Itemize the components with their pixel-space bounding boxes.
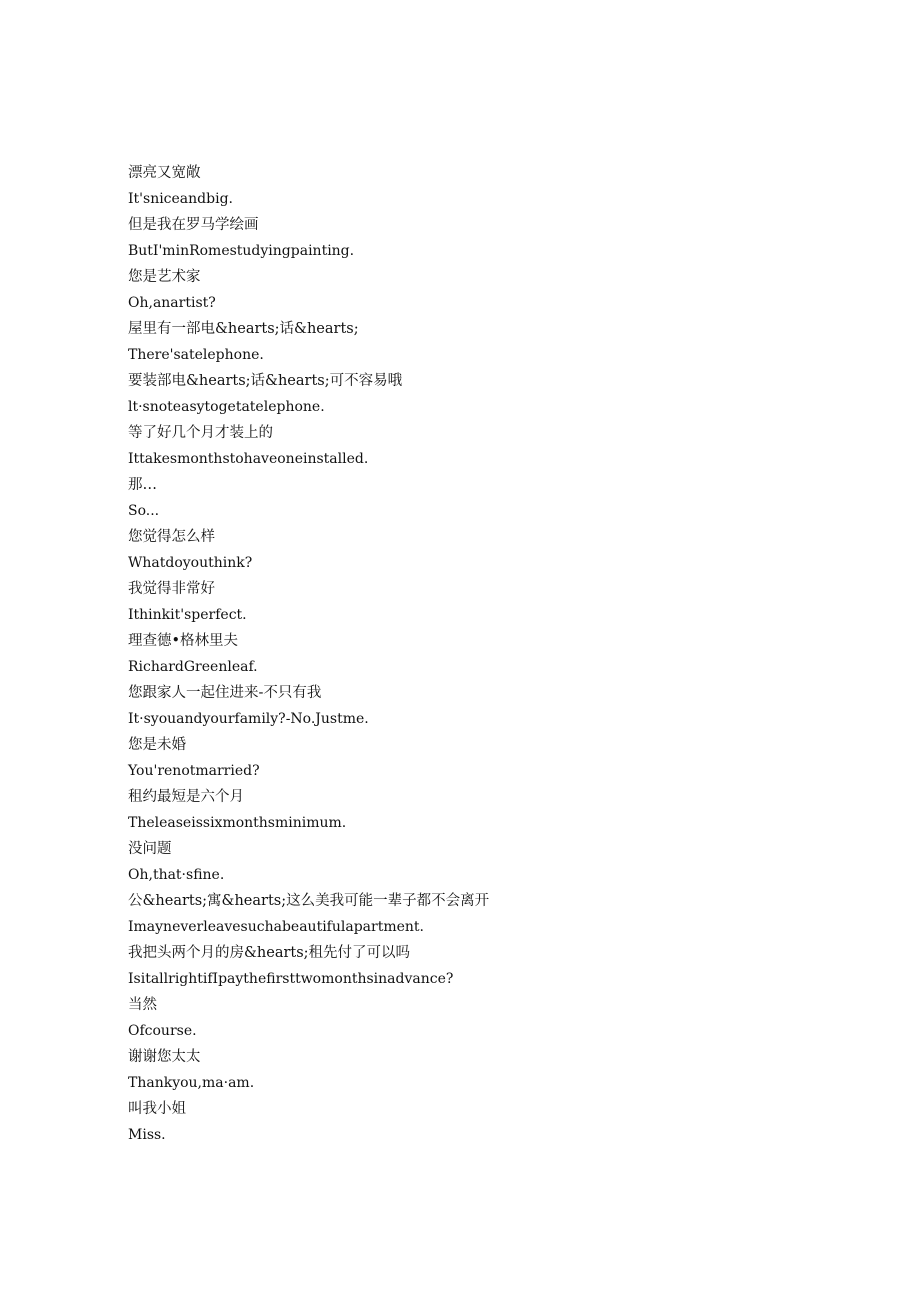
line-zh-11: 您跟家人一起住进来-不只有我 xyxy=(128,685,322,701)
line-zh-19: 叫我小姐 xyxy=(128,1101,186,1117)
line-zh-17: 当然 xyxy=(128,997,157,1013)
line-en-08: Whatdoyouthink? xyxy=(128,555,253,571)
line-en-12: You'renotmarried? xyxy=(128,763,260,779)
line-zh-15: 公&hearts;寓&hearts;这么美我可能一辈子都不会离开 xyxy=(128,893,490,909)
line-en-10: RichardGreenleaf. xyxy=(128,659,258,675)
line-en-05: lt·snoteasytogetatelephone. xyxy=(128,399,325,415)
line-zh-06: 等了好几个月才装上的 xyxy=(128,425,273,441)
line-en-13: Theleaseissixmonthsminimum. xyxy=(128,815,347,831)
line-en-14: Oh,that·sfine. xyxy=(128,867,225,883)
line-en-07: So... xyxy=(128,503,160,519)
line-en-18: Thankyou,ma·am. xyxy=(128,1075,255,1091)
document-body xyxy=(128,160,828,1148)
line-en-02: ButI'minRomestudyingpainting. xyxy=(128,243,355,259)
line-zh-12: 您是未婚 xyxy=(128,737,186,753)
line-en-19: Miss. xyxy=(128,1127,166,1143)
line-zh-05: 要装部电&hearts;话&hearts;可不容易哦 xyxy=(128,373,403,389)
line-en-01: It'sniceandbig. xyxy=(128,191,233,207)
line-zh-01: 漂亮又宽敞 xyxy=(128,165,201,181)
line-zh-02: 但是我在罗马学绘画 xyxy=(128,217,259,233)
line-en-03: Oh,anartist? xyxy=(128,295,216,311)
line-zh-09: 我觉得非常好 xyxy=(128,581,215,597)
line-en-09: Ithinkit'sperfect. xyxy=(128,607,247,623)
line-zh-10: 理查德•格林里夫 xyxy=(128,633,239,649)
line-en-11: It·syouandyourfamily?-No.Justme. xyxy=(128,711,369,727)
line-en-16: IsitallrightifIpaythefirsttwomonthsinadvance? xyxy=(128,971,454,987)
line-en-06: Ittakesmonthstohaveoneinstalled. xyxy=(128,451,369,467)
line-zh-04: 屋里有一部电&hearts;话&hearts; xyxy=(128,321,359,337)
line-en-17: Ofcourse. xyxy=(128,1023,197,1039)
line-en-15: Imayneverleavesuchabeautifulapartment. xyxy=(128,919,424,935)
line-zh-13: 租约最短是六个月 xyxy=(128,789,244,805)
line-zh-14: 没问题 xyxy=(128,841,172,857)
line-en-04: There'satelephone. xyxy=(128,347,264,363)
line-zh-08: 您觉得怎么样 xyxy=(128,529,215,545)
line-zh-16: 我把头两个月的房&hearts;租先付了可以吗 xyxy=(128,945,411,961)
line-zh-18: 谢谢您太太 xyxy=(128,1049,201,1065)
line-zh-07: 那… xyxy=(128,477,157,493)
line-zh-03: 您是艺术家 xyxy=(128,269,201,285)
